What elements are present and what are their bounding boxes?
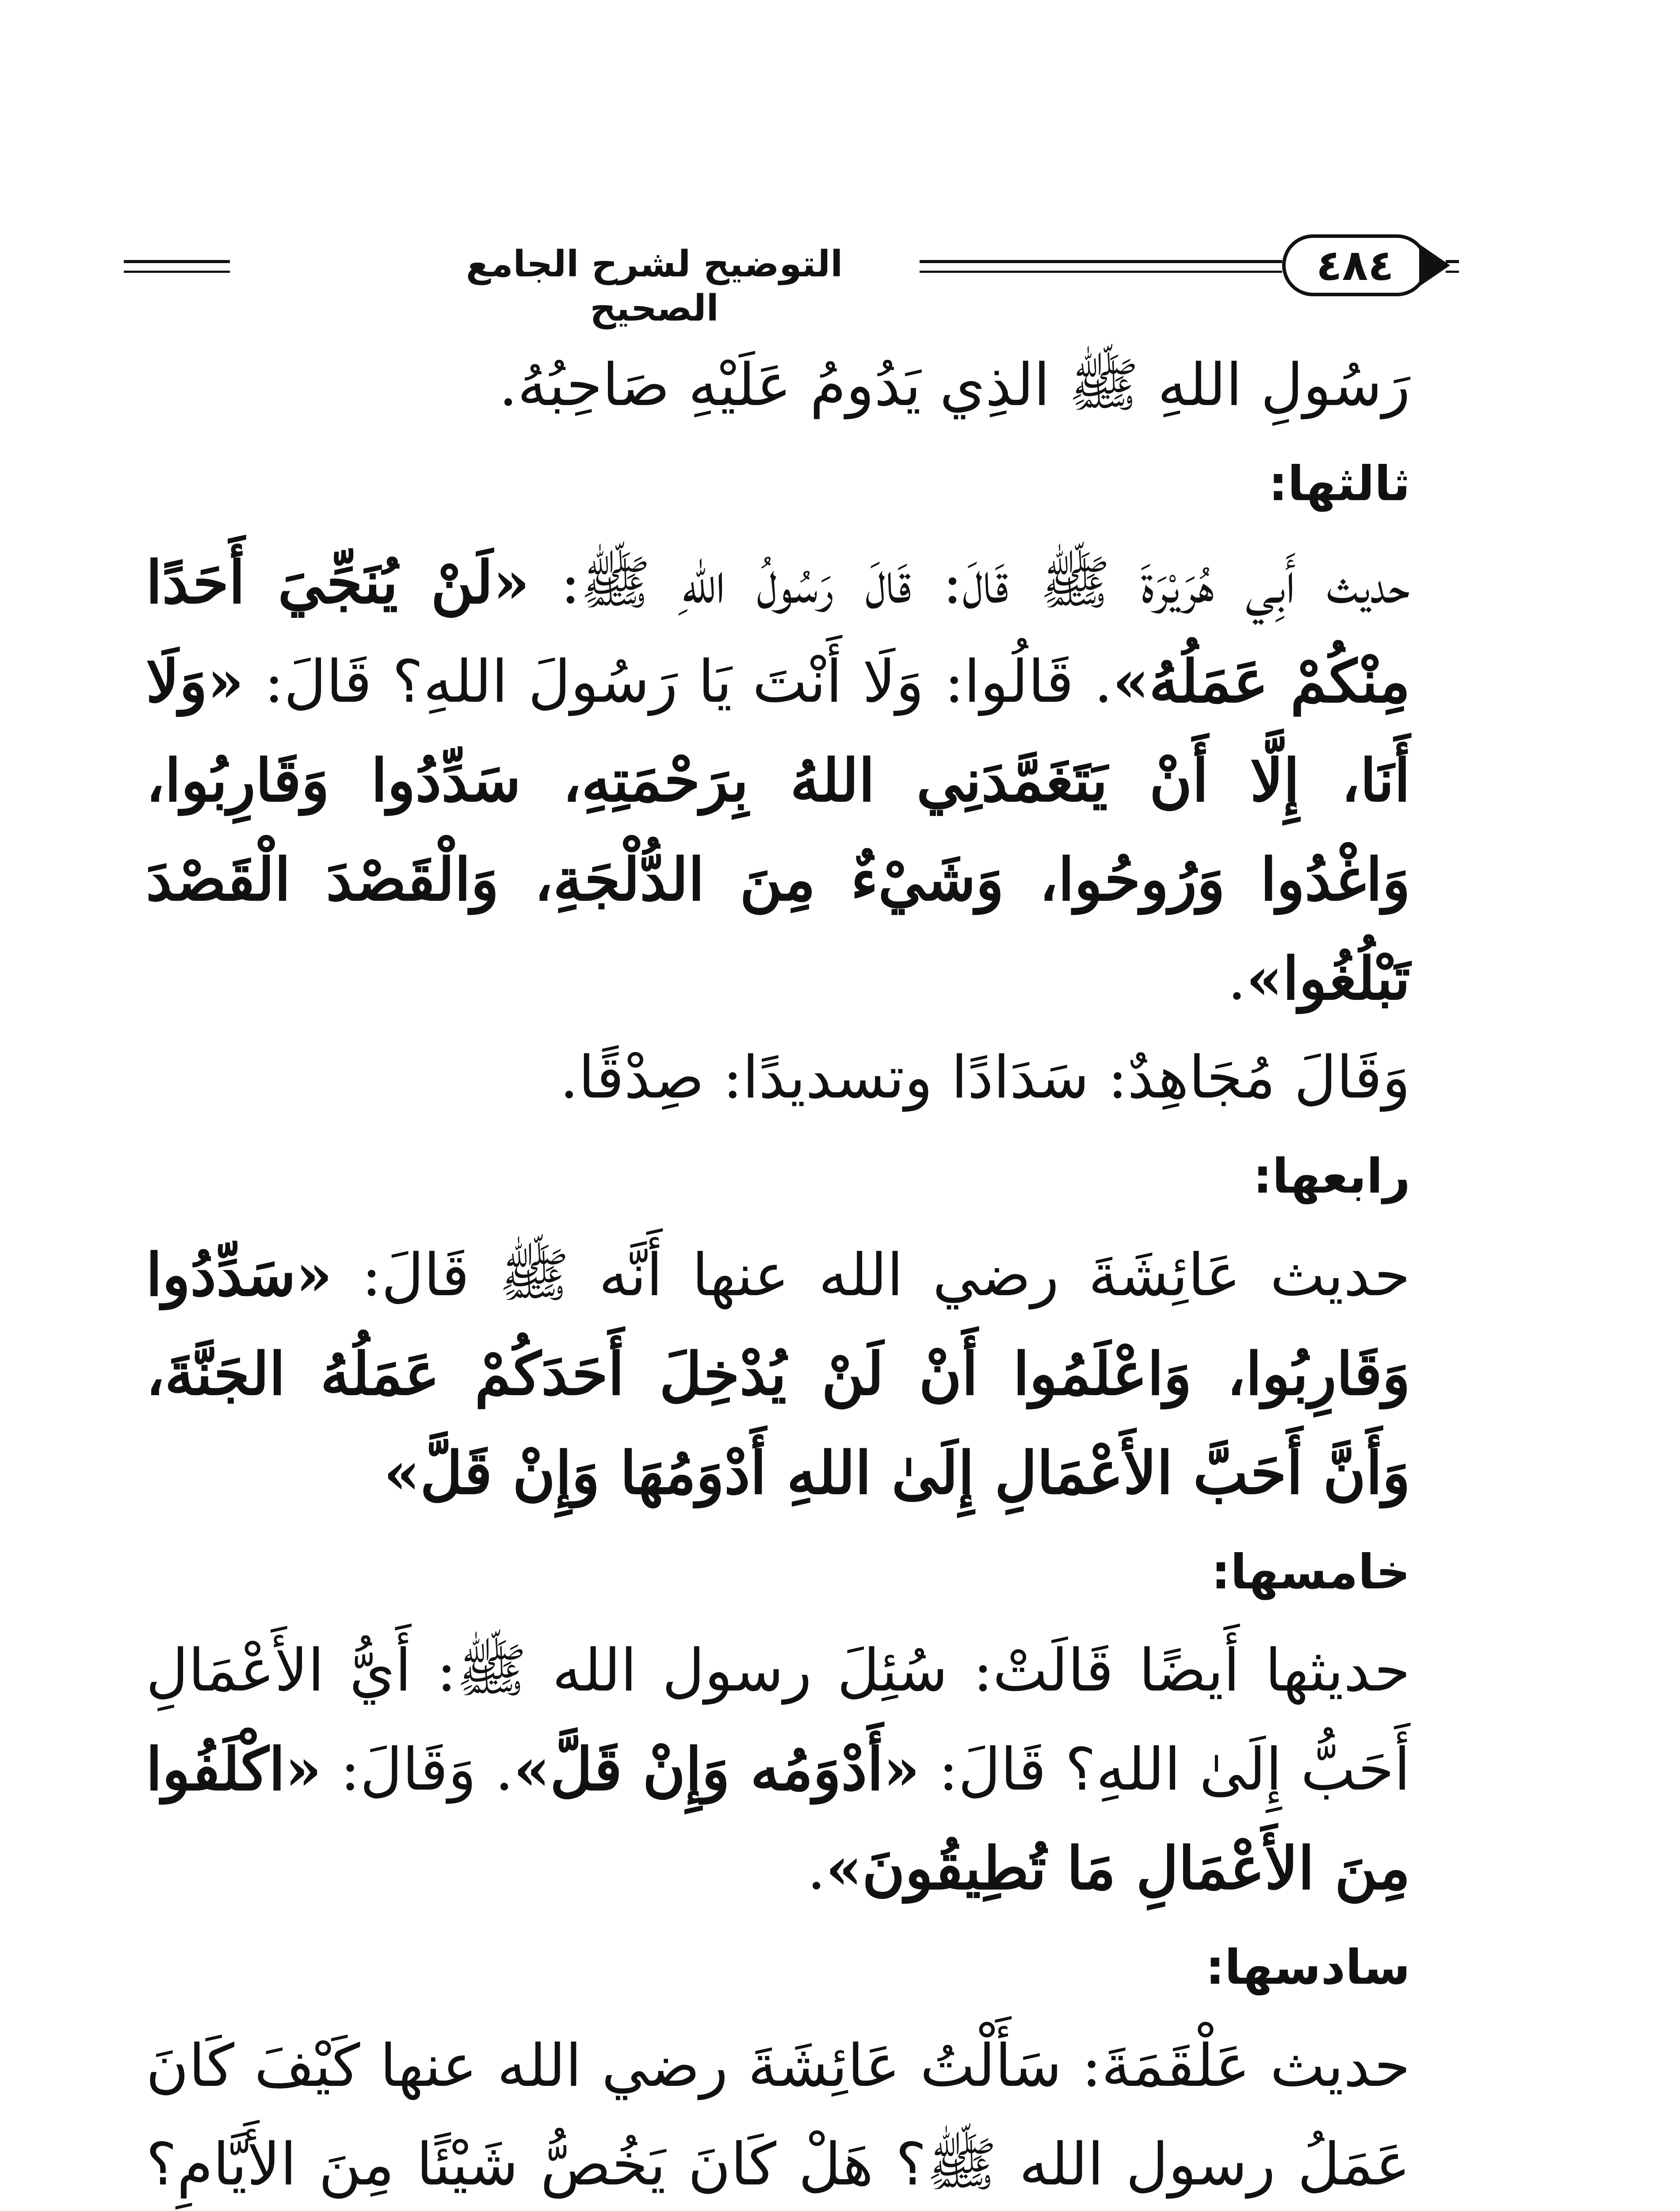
paragraph-text: . bbox=[807, 1835, 826, 1903]
paragraph-text: حديث أَبِي هُرَيْرَةَ ﷺ قَالَ: قَالَ رَسُولُ اللهِ ﷺ: bbox=[561, 549, 1410, 617]
book-title: التوضيح لشرح الجامع الصحيح bbox=[466, 243, 843, 329]
section-heading bbox=[146, 1127, 1410, 1226]
heading-text: سادسها: bbox=[1205, 1940, 1410, 1995]
paragraph-text: . وَقَالَ: bbox=[340, 1736, 514, 1804]
heading-text: خامسها: bbox=[1211, 1545, 1410, 1600]
paragraph-text: حديث عَلْقَمَةَ: سَأَلْتُ عَائِشَةَ رضي الله عنها كَيْفَ كَانَ عَمَلُ رسول الله ﷺ؟ هَلْ كَانَ يَخُصُّ شَيْئًا مِنَ الأَيَّامِ؟ bbox=[146, 2032, 1410, 2199]
paragraph-text: رَسُولِ اللهِ ﷺ الذِي يَدُومُ عَلَيْهِ صَاحِبُهُ. bbox=[499, 351, 1410, 419]
paragraph bbox=[146, 336, 1410, 435]
hadith-quote: «اكْلَفُوا مِنَ الأَعْمَالِ مَا تُطِيقُونَ» bbox=[146, 1735, 1410, 1903]
running-header bbox=[124, 221, 1459, 329]
section-heading bbox=[146, 1523, 1410, 1622]
paragraph-text: وَقَالَ مُجَاهِدٌ: سَدَادًا وتسديدًا: صِدْقًا. bbox=[560, 1044, 1410, 1112]
header-rule-left-bottom bbox=[124, 271, 230, 273]
page-number: ٤٨٤ bbox=[1316, 241, 1394, 290]
paragraph bbox=[146, 1226, 1410, 1523]
header-rule-middle-top bbox=[920, 260, 1282, 263]
paragraph-text: . قَالُوا: وَلَا أَنْتَ يَا رَسُولَ اللهِ؟ قَالَ: bbox=[264, 648, 1113, 716]
header-rule-left-top bbox=[124, 260, 230, 263]
paragraph-text: حديثها أَيضًا قَالَتْ: سُئِلَ رسول الله ﷺ: أَيُّ الأَعْمَالِ أَحَبُّ إِلَىٰ اللهِ؟ قَالَ: bbox=[146, 1637, 1410, 1804]
hadith-quote: «أَدْوَمُه وَإِنْ قَلَّ» bbox=[513, 1735, 920, 1804]
header-rule-middle-bottom bbox=[920, 271, 1282, 273]
paragraph bbox=[146, 1622, 1410, 1918]
main-text bbox=[146, 336, 1410, 2211]
paragraph-text: حديث عَائِشَةَ رضي الله عنها أَنَّه ﷺ قَالَ: bbox=[362, 1241, 1410, 1309]
paragraph-text: . bbox=[1227, 945, 1246, 1013]
badge-arrow-ornament bbox=[1419, 244, 1450, 287]
section-heading bbox=[146, 1918, 1410, 2017]
page-number-badge bbox=[1282, 234, 1428, 296]
hadith-quote: «وَلَا أَنَا، إِلَّا أَنْ يَتَغَمَّدَنِي اللهُ بِرَحْمَتِهِ، سَدِّدُوا وَقَارِبُوا، وَاغْدُوا وَرُوحُوا، وَشَيْءٌ مِنَ الدُّلْجَةِ، وَالْقَصْدَ الْقَصْدَ تَبْلُغُوا» bbox=[146, 647, 1410, 1013]
section-heading bbox=[146, 435, 1410, 533]
paragraph bbox=[146, 1029, 1410, 1127]
paragraph bbox=[146, 2017, 1410, 2211]
heading-text: رابعها: bbox=[1253, 1149, 1410, 1204]
paragraph bbox=[146, 533, 1410, 1029]
heading-text: ثالثها: bbox=[1268, 456, 1410, 512]
hadith-quote: «سَدِّدُوا وَقَارِبُوا، وَاعْلَمُوا أَنْ لَنْ يُدْخِلَ أَحَدَكُمْ عَمَلُهُ الجَنَّةَ، وَأَنَّ أَحَبَّ الأَعْمَالِ إِلَىٰ اللهِ أَدْوَمُهَا وَإِنْ قَلَّ» bbox=[146, 1241, 1410, 1507]
hadith-quote: «لَنْ يُنَجِّيَ أَحَدًا مِنْكُمْ عَمَلُهُ» bbox=[146, 548, 1411, 716]
